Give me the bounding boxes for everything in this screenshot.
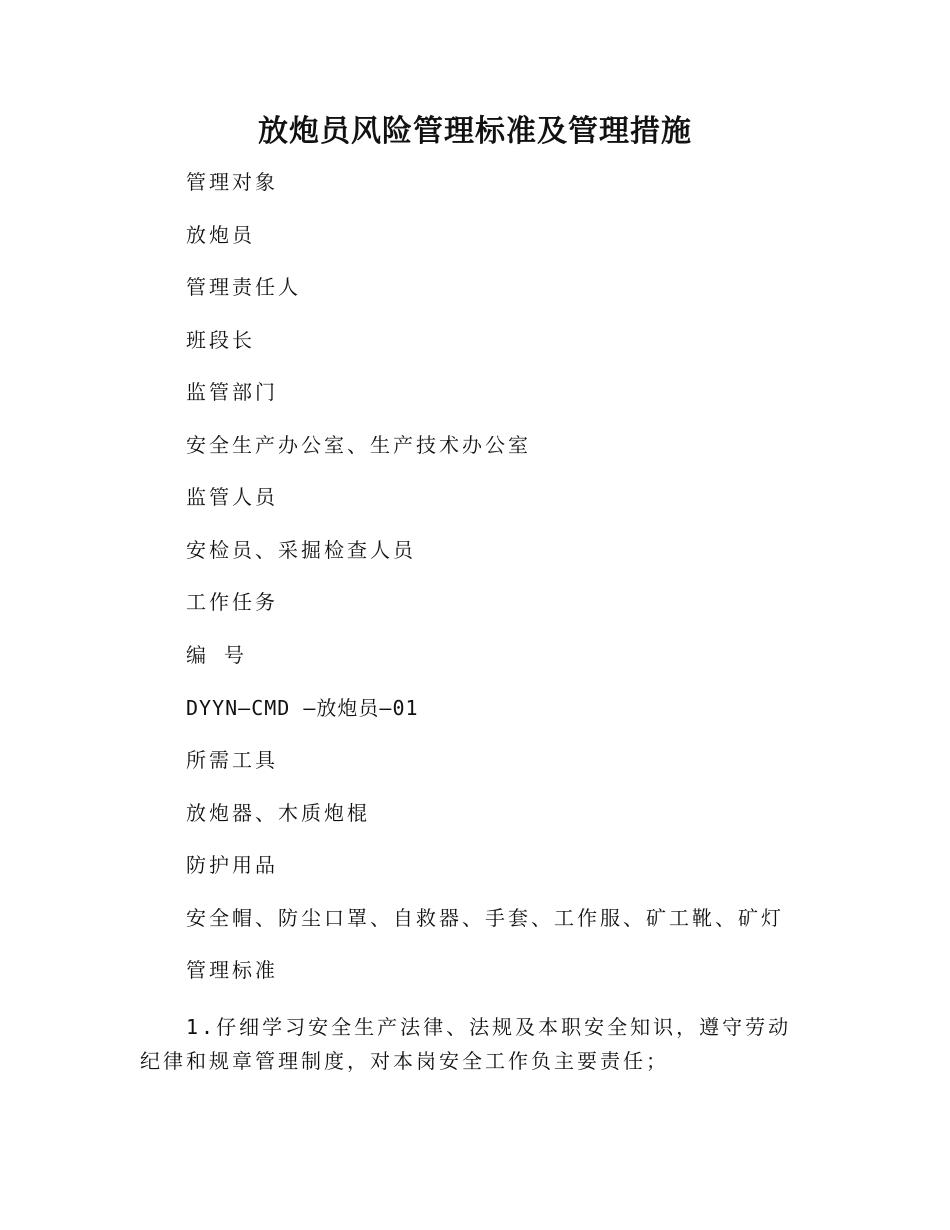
field-label-number: 编 号 (186, 643, 248, 667)
field-label-responsible-person: 管理责任人 (186, 275, 301, 299)
standard-paragraph-1 (140, 1010, 800, 1078)
field-label-management-standard: 管理标准 (186, 958, 278, 982)
field-value-number: DYYN—CMD –放炮员—01 (186, 696, 419, 720)
document-title: 放炮员风险管理标准及管理措施 (258, 114, 692, 149)
field-label-supervisors: 监管人员 (186, 485, 278, 509)
field-value-required-tools: 放炮器、木质炮棍 (186, 801, 370, 825)
field-value-protective-gear: 安全帽、防尘口罩、自救器、手套、工作服、矿工靴、矿灯 (186, 906, 784, 930)
field-label-work-task: 工作任务 (186, 590, 278, 614)
field-value-supervising-department: 安全生产办公室、生产技术办公室 (186, 433, 531, 457)
standard-paragraph-1-text: 1.仔细学习安全生产法律、法规及本职安全知识，遵守劳动纪律和规章管理制度，对本岗安全工作负主要责任； (140, 1015, 792, 1073)
field-value-management-object: 放炮员 (186, 223, 255, 247)
field-label-supervising-department: 监管部门 (186, 380, 278, 404)
field-label-required-tools: 所需工具 (186, 748, 278, 772)
field-label-protective-gear: 防护用品 (186, 853, 278, 877)
field-value-responsible-person: 班段长 (186, 328, 255, 352)
field-value-supervisors: 安检员、采掘检查人员 (186, 538, 416, 562)
field-label-management-object: 管理对象 (186, 170, 278, 194)
